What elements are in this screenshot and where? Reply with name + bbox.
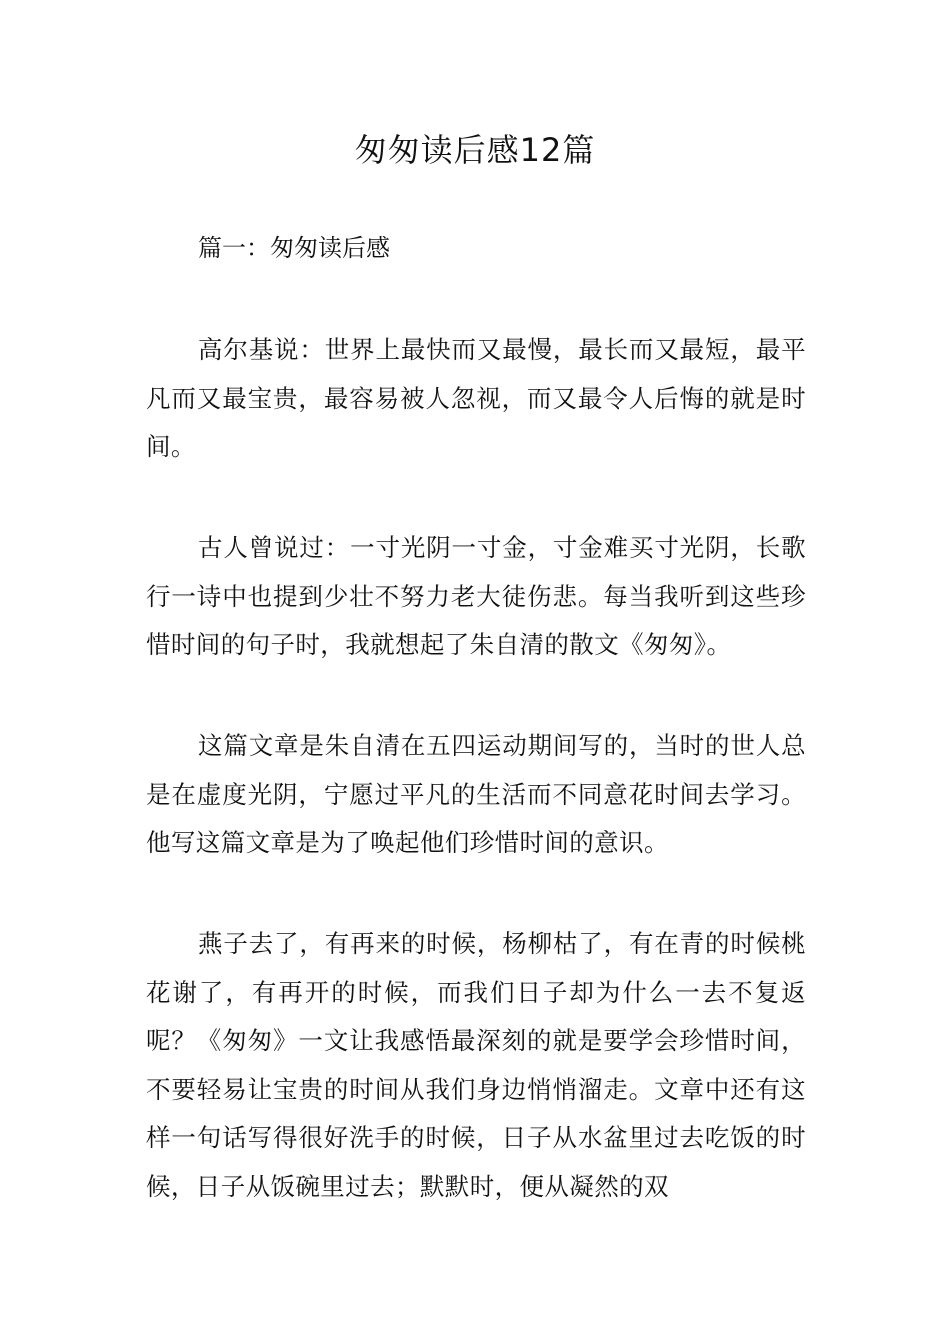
- paragraph-1: 高尔基说：世界上最快而又最慢，最长而又最短，最平凡而又最宝贵，最容易被人忽视，而又最令人后悔的就是时间。: [146, 335, 806, 461]
- paragraph-2: 古人曾说过：一寸光阴一寸金，寸金难买寸光阴，长歌行一诗中也提到少壮不努力老大徒伤悲。每当我听到这些珍惜时间的句子时，我就想起了朱自清的散文《匆匆》。: [146, 533, 806, 659]
- document-title: 匆匆读后感12篇: [354, 131, 596, 169]
- section-heading: 篇一：匆匆读后感: [198, 234, 390, 262]
- paragraph-3: 这篇文章是朱自清在五四运动期间写的，当时的世人总是在虚度光阴，宁愿过平凡的生活而不同意花时间去学习。他写这篇文章是为了唤起他们珍惜时间的意识。: [146, 731, 806, 857]
- paragraph-4: 燕子去了，有再来的时候，杨柳枯了，有在青的时候桃花谢了，有再开的时候，而我们日子却为什么一去不复返呢？《匆匆》一文让我感悟最深刻的就是要学会珍惜时间，不要轻易让宝贵的时间从我们身边悄悄溜走。文章中还有这样一句话写得很好洗手的时候，日子从水盆里过去吃饭的时候，日子从饭碗里过去；默默时，便从凝然的双: [146, 929, 806, 1201]
